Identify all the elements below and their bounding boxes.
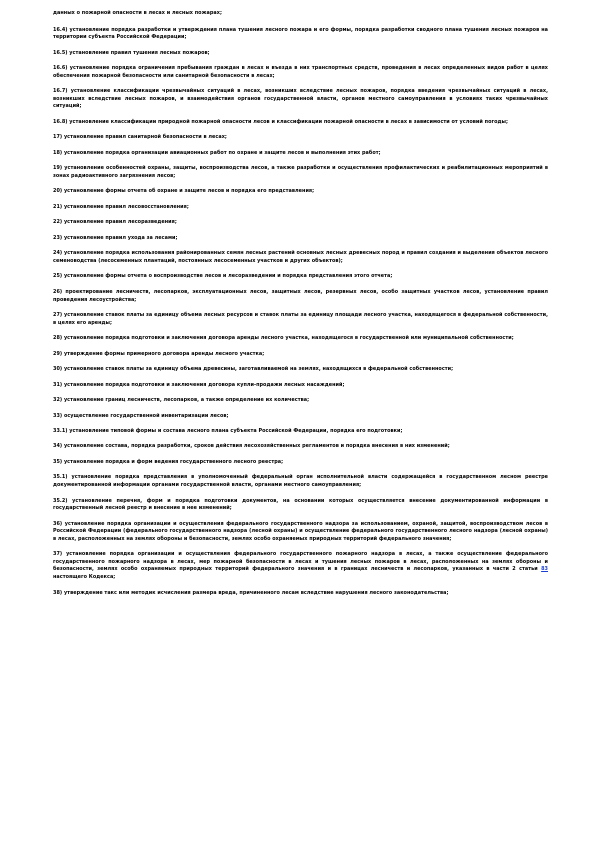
paragraph-text-after-link: настоящего Кодекса;	[53, 574, 116, 581]
article-83-link[interactable]: 83	[541, 566, 548, 573]
paragraph: данных о пожарной опасности в лесах и лесных пожарах;	[53, 10, 222, 16]
paragraph: 16.6) установление порядка ограничения пребывания граждан в лесах и въезда в них транспортных средств, проведения в лесах определенных видов работ в целях обеспечения пожарной безопасности или санитарной безопасности в лесах;	[53, 65, 548, 79]
paragraph: 31) установление порядка подготовки и заключения договора купли-продажи лесных насаждений;	[53, 381, 345, 388]
paragraph: 26) проектирование лесничеств, лесопарков, эксплуатационных лесов, защитных лесов, резервных лесов, особо защитных участков лесов, установление правил проведения лесоустройства;	[53, 288, 548, 303]
paragraph: 16.5) установление правил тушения лесных пожаров;	[53, 49, 210, 56]
paragraph: 25) установление формы отчета о воспроизводстве лесов и лесоразведении и порядка представления этого отчета;	[53, 273, 393, 280]
paragraph: 35) установление порядка и форм ведения государственного лесного реестра;	[53, 458, 284, 465]
paragraph: 29) утверждение формы примерного договора аренды лесного участка;	[53, 350, 265, 357]
paragraph: 23) установление правил ухода за лесами;	[53, 234, 178, 241]
paragraph: 38) утверждение такс или методик исчисления размера вреда, причиненного лесам вследствие нарушения лесного законодательства;	[53, 589, 449, 596]
paragraph: 30) установление ставок платы за единицу объема древесины, заготавливаемой на землях, находящихся в федеральной собственности;	[53, 366, 454, 373]
paragraph: 17) установление правил санитарной безопасности в лесах;	[53, 134, 227, 141]
document-body	[53, 10, 548, 605]
paragraph: 16.7) установление классификации чрезвычайных ситуаций в лесах, возникших вследствие лесных пожаров, порядка введения чрезвычайных ситуаций в лесах, возникших вследствие лесных пожаров, и взаимодействия органов государственной власти, органов местного самоуправления в условиях таких чрезвычайных ситуаций;	[53, 88, 548, 110]
paragraph-text-before-link: 37) установление порядка организации и осуществления федерального государственного пожарного надзора в лесах, а также осуществление федерального государственного пожарного надзора в лесах, мер пожарной безопасности в лесах и тушения лесных пожаров в лесах, расположенных на землях обороны и безопасности, землях особо охраняемых природных территорий федерального значения и в границах лесничеств и лесопарков, указанных в части 2 статьи	[53, 551, 548, 573]
paragraph: 33) осуществление государственной инвентаризации лесов;	[53, 412, 229, 419]
paragraph: 35.2) установление перечня, форм и порядка подготовки документов, на основании которых осуществляется внесение документированной информации в государственный лесной реестр и внесение в нее изменений;	[53, 497, 548, 512]
paragraph: 36) установление порядка организации и осуществления федерального государственного надзора за использованием, охраной, защитой, воспроизводством лесов в Российской Федерации (федерального государственного надзора (лесной охраны) и осуществление федерального государственного лесного надзора (лесной охраны) в лесах, расположенных на землях обороны и безопасности, землях особо охраняемых природных территорий федерального значения;	[53, 520, 548, 542]
paragraph: 22) установление правил лесоразведения;	[53, 219, 177, 226]
paragraph: 20) установление формы отчета об охране и защите лесов и порядка его представления;	[53, 188, 315, 195]
paragraph: 33.1) установление типовой формы и состава лесного плана субъекта Российской Федерации, порядка его подготовки;	[53, 428, 403, 434]
paragraph-with-link	[53, 551, 548, 581]
paragraph: 18) установление порядка организации авиационных работ по охране и защите лесов и выполнения этих работ;	[53, 149, 381, 156]
paragraph: 34) установление состава, порядка разработки, сроков действия лесохозяйственных регламентов и порядка внесения в них изменений;	[53, 443, 450, 450]
paragraph: 28) установление порядка подготовки и заключения договора аренды лесного участка, находящегося в государственной или муниципальной собственности;	[53, 335, 514, 342]
paragraph: 19) установление особенностей охраны, защиты, воспроизводства лесов, а также разработки и осуществления профилактических и реабилитационных мероприятий в зонах радиоактивного загрязнения лесов;	[53, 165, 548, 179]
paragraph: 27) установление ставок платы за единицу объема лесных ресурсов и ставок платы за единицу площади лесного участка, находящегося в федеральной собственности, в целях его аренды;	[53, 312, 548, 326]
paragraph: 24) установление порядка использования районированных семян лесных растений основных лесных древесных пород и правил создания и выделения объектов лесного семеноводства (лесосеменных плантаций, постоянных лесосеменных участков и других объектов);	[53, 250, 548, 264]
paragraph: 21) установление правил лесовосстановления;	[53, 203, 189, 210]
paragraph: 16.8) установление классификации природной пожарной опасности лесов и классификации пожарной опасности в лесах в зависимости от условий погоды;	[53, 118, 508, 125]
paragraph: 35.1) установление порядка представления в уполномоченный федеральный орган исполнительной власти содержащейся в государственном лесном реестре документированной информации органами государственной власти, органами местного самоуправления;	[53, 474, 548, 489]
paragraph: 32) установление границ лесничеств, лесопарков, а также определение их количества;	[53, 397, 310, 404]
paragraph: 16.4) установление порядка разработки и утверждения плана тушения лесного пожара и его формы, порядка разработки сводного плана тушения лесных пожаров на территории субъекта Российской Федерации;	[53, 26, 548, 41]
